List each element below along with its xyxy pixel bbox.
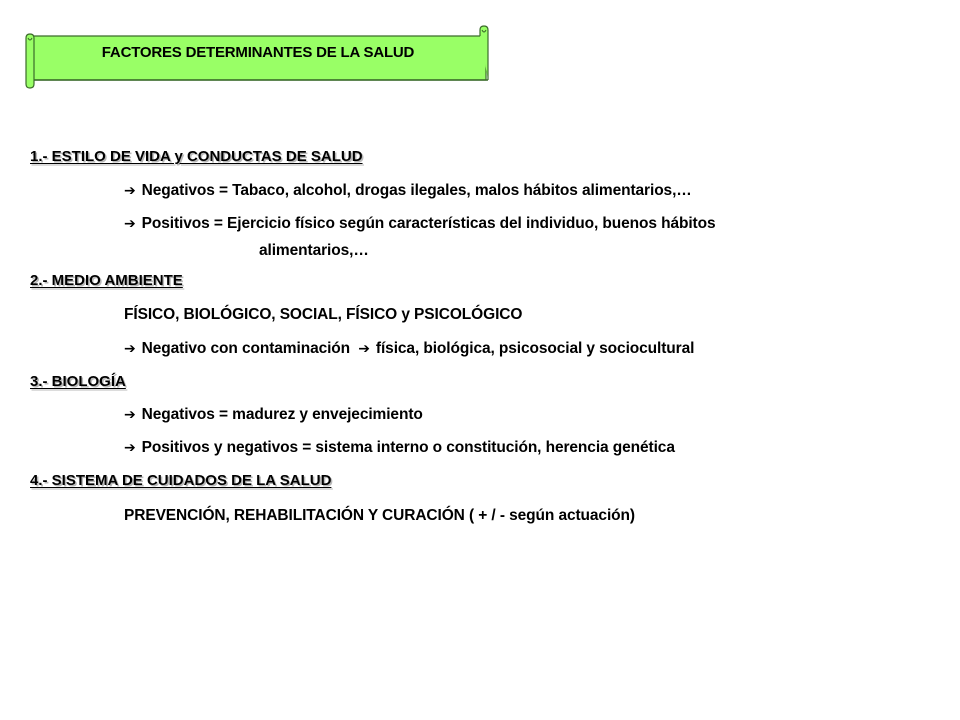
list-item (124, 182, 692, 200)
right-arrow-icon: ➔ (124, 341, 136, 357)
list-item-text: Negativos = madurez y envejecimiento (141, 406, 423, 423)
right-arrow-icon: ➔ (124, 216, 136, 232)
title-scroll-banner (22, 24, 496, 92)
right-arrow-icon: ➔ (124, 440, 136, 456)
list-item (124, 406, 423, 424)
section-heading-estilo-de-vida: 1.- ESTILO DE VIDA y CONDUCTAS DE SALUD (30, 148, 363, 165)
list-item: PREVENCIÓN, REHABILITACIÓN Y CURACIÓN ( + / - según actuación) (124, 507, 635, 524)
right-arrow-icon: ➔ (358, 341, 370, 357)
section-heading-medio-ambiente: 2.- MEDIO AMBIENTE (30, 272, 183, 289)
page-title: FACTORES DETERMINANTES DE LA SALUD (101, 44, 415, 61)
list-item-continuation: alimentarios,… (259, 242, 369, 259)
list-item-text: Positivos = Ejercicio físico según características del individuo, buenos hábitos (141, 215, 716, 232)
list-item-text: Positivos y negativos = sistema interno o constitución, herencia genética (141, 439, 675, 456)
list-item (124, 340, 694, 358)
list-item (124, 439, 675, 457)
list-item (124, 215, 716, 233)
list-item-text: Negativos = Tabaco, alcohol, drogas ilegales, malos hábitos alimentarios,… (141, 182, 692, 199)
list-item-text: Negativo con contaminación (141, 340, 351, 357)
right-arrow-icon: ➔ (124, 407, 136, 423)
list-item: FÍSICO, BIOLÓGICO, SOCIAL, FÍSICO y PSICOLÓGICO (124, 306, 523, 323)
section-heading-sistema-cuidados: 4.- SISTEMA DE CUIDADOS DE LA SALUD (30, 472, 332, 489)
section-heading-biologia: 3.- BIOLOGÍA (30, 373, 126, 390)
right-arrow-icon: ➔ (124, 183, 136, 199)
list-item-text: física, biológica, psicosocial y sociocultural (375, 340, 695, 357)
